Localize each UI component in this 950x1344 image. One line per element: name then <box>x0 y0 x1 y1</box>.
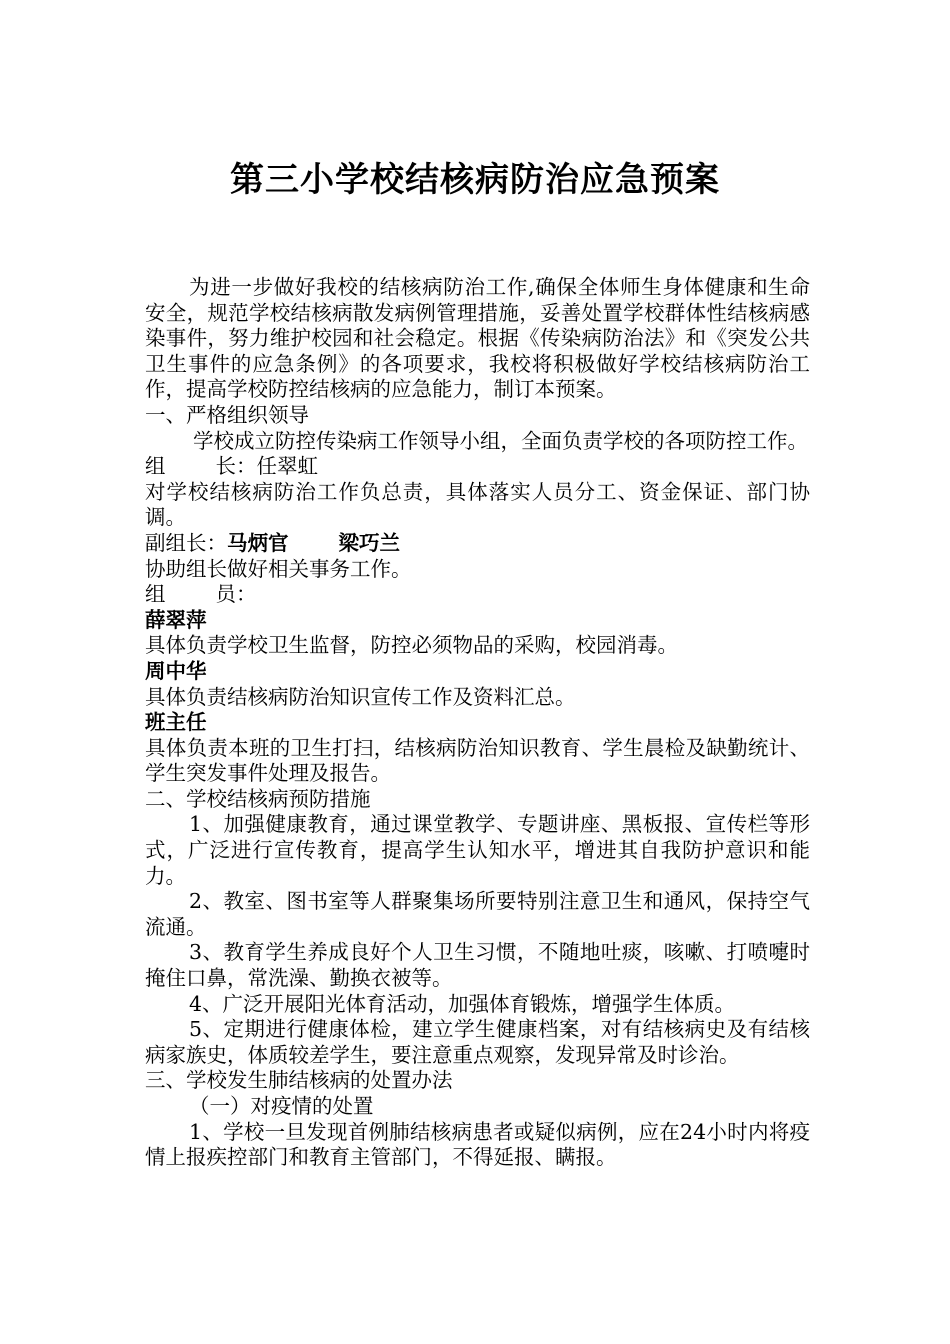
intro-paragraph: 为进一步做好我校的结核病防治工作,确保全体师生身体健康和生命安全，规范学校结核病散发病例管理措施，妥善处置学校群体性结核病感染事件，努力维护校园和社会稳定。根据《传染病防治法》和《突发公共卫生事件的应急条例》的各项要求，我校将积极做好学校结核病防治工作，提高学校防控结核病的应急能力，制订本预案。 <box>145 275 810 402</box>
member-duty: 具体负责本班的卫生打扫，结核病防治知识教育、学生晨检及缺勤统计、学生突发事件处理及报告。 <box>145 735 810 786</box>
leader-label-b: 长： <box>215 454 257 479</box>
section-3-heading: 三、学校发生肺结核病的处置办法 <box>145 1068 453 1093</box>
member-duty: 具体负责学校卫生监督，防控必须物品的采购，校园消毒。 <box>145 633 678 658</box>
section-3-item: 1、学校一旦发现首例肺结核病患者或疑似病例，应在24小时内将疫情上报疾控部门和教育主管部门，不得延报、瞒报。 <box>145 1119 810 1170</box>
deputy-label: 副组长： <box>145 530 227 555</box>
section-2-item: 3、教育学生养成良好个人卫生习惯，不随地吐痰，咳嗽、打喷嚏时掩住口鼻，常洗澡、勤换衣被等。 <box>145 940 810 991</box>
member-name: 班主任 <box>145 710 207 735</box>
document-body <box>145 275 810 1171</box>
section-2-item: 5、定期进行健康体检，建立学生健康档案，对有结核病史及有结核病家族史，体质较差学生，要注意重点观察，发现异常及时诊治。 <box>145 1017 810 1067</box>
member-label-b: 员： <box>215 582 257 607</box>
deputy-duty: 协助组长做好相关事务工作。 <box>145 556 412 581</box>
deputy-name-2: 梁巧兰 <box>338 530 400 555</box>
leader-label-a: 组 <box>145 454 166 479</box>
member-name: 薛翠萍 <box>145 607 207 632</box>
document-title: 第三小学校结核病防治应急预案 <box>230 160 720 200</box>
section-2-item: 4、广泛开展阳光体育活动，加强体育锻炼，增强学生体质。 <box>189 991 736 1016</box>
member-name: 周中华 <box>145 658 207 683</box>
section-2-heading: 二、学校结核病预防措施 <box>145 786 371 811</box>
leader-name: 任翠虹 <box>256 454 318 479</box>
section-2-item: 1、加强健康教育，通过课堂教学、专题讲座、黑板报、宣传栏等形式，广泛进行宣传教育，提高学生认知水平，增进其自我防护意识和能力。 <box>145 812 810 888</box>
leader-duty: 对学校结核病防治工作负总责，具体落实人员分工、资金保证、部门协调。 <box>145 479 810 530</box>
section-1-heading: 一、严格组织领导 <box>145 402 309 427</box>
member-label-a: 组 <box>145 582 166 607</box>
member-line <box>145 582 810 608</box>
deputy-name-1: 马炳官 <box>227 530 289 555</box>
deputy-line <box>145 531 810 557</box>
leader-line <box>145 454 810 480</box>
section-2-item: 2、教室、图书室等人群聚集场所要特别注意卫生和通风，保持空气流通。 <box>145 889 810 939</box>
section-1-paragraph: 学校成立防控传染病工作领导小组，全面负责学校的各项防控工作。 <box>193 428 808 453</box>
member-duty: 具体负责结核病防治知识宣传工作及资料汇总。 <box>145 684 576 709</box>
section-3-subheading: （一）对疫情的处置 <box>189 1094 374 1118</box>
